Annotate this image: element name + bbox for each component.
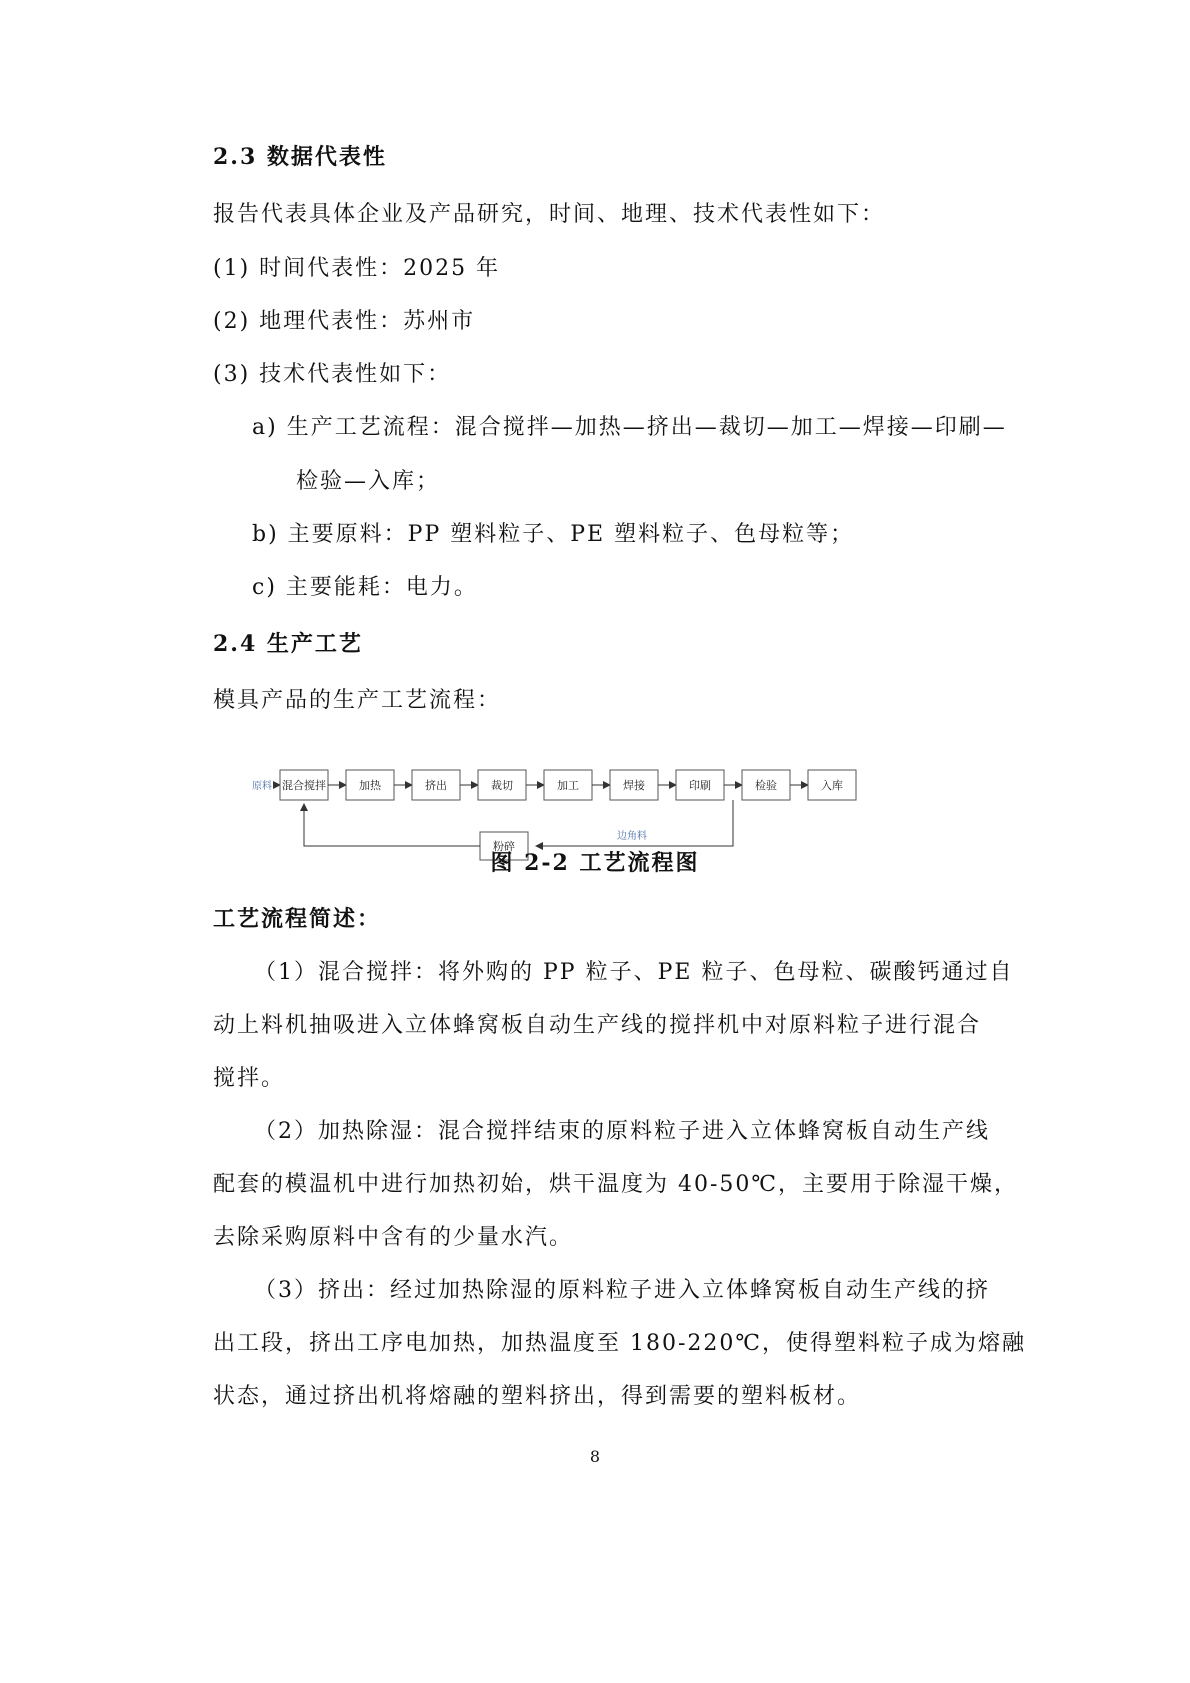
crush-node-label: 粉碎 — [493, 840, 515, 853]
technical-representativeness: (3) 技术代表性如下： — [213, 362, 452, 387]
process-flow-item-line1: a) 生产工艺流程：混合搅拌—加热—挤出—裁切—加工—焊接—印刷— — [252, 415, 1007, 440]
energy-item: c) 主要能耗：电力。 — [252, 575, 478, 600]
flow-step-label: 焊接 — [623, 779, 645, 792]
process-flow-item-line2: 检验—入库； — [296, 469, 441, 494]
flow-step-label: 加热 — [359, 779, 381, 792]
flow-step-label: 挤出 — [425, 779, 447, 792]
production-intro: 模具产品的生产工艺流程： — [213, 688, 502, 713]
p3-line3: 状态，通过挤出机将熔融的塑料挤出，得到需要的塑料板材。 — [213, 1384, 862, 1409]
p3-line2: 出工段，挤出工序电加热，加热温度至 180-220℃，使得塑料粒子成为熔融 — [213, 1331, 1027, 1356]
section-heading-2-4: 2.4 生产工艺 — [213, 631, 363, 657]
p2-line2: 配套的模温机中进行加热初始，烘干温度为 40-50℃，主要用于除湿干燥， — [213, 1172, 1019, 1197]
p1-line3: 搅拌。 — [213, 1066, 286, 1091]
geographic-representativeness: (2) 地理代表性：苏州市 — [213, 309, 476, 334]
flow-step-label: 加工 — [557, 779, 579, 792]
raw-materials-item: b) 主要原料：PP 塑料粒子、PE 塑料粒子、色母粒等； — [252, 522, 855, 547]
process-flow-diagram — [252, 770, 880, 853]
representativeness-intro: 报告代表具体企业及产品研究，时间、地理、技术代表性如下： — [213, 202, 886, 227]
figure-caption: 图 2-2 工艺流程图 — [490, 850, 700, 876]
time-representativeness: (1) 时间代表性：2025 年 — [213, 256, 501, 281]
p2-line3: 去除采购原料中含有的少量水汽。 — [213, 1225, 574, 1250]
flow-step-label: 混合搅拌 — [282, 779, 326, 792]
process-description-title: 工艺流程简述： — [213, 906, 382, 932]
p1-line2: 动上料机抽吸进入立体蜂窝板自动生产线的搅拌机中对原料粒子进行混合 — [213, 1013, 982, 1038]
section-heading-2-3: 2.3 数据代表性 — [213, 144, 387, 170]
p2-line1: （2）加热除湿：混合搅拌结束的原料粒子进入立体蜂窝板自动生产线 — [254, 1119, 990, 1144]
flow-step-label: 入库 — [821, 779, 843, 792]
page-number: 8 — [589, 1447, 601, 1466]
flow-step-label: 裁切 — [491, 779, 513, 792]
scrap-label: 边角料 — [617, 831, 647, 842]
p1-line1: （1）混合搅拌：将外购的 PP 粒子、PE 粒子、色母粒、碳酸钙通过自 — [254, 960, 1014, 985]
flow-step-label: 印刷 — [689, 779, 711, 792]
recycle-to-mixing-arrow — [304, 804, 480, 846]
input-label: 原料 — [252, 781, 272, 792]
flow-step-label: 检验 — [755, 779, 777, 792]
p3-line1: （3）挤出：经过加热除湿的原料粒子进入立体蜂窝板自动生产线的挤 — [254, 1278, 990, 1303]
